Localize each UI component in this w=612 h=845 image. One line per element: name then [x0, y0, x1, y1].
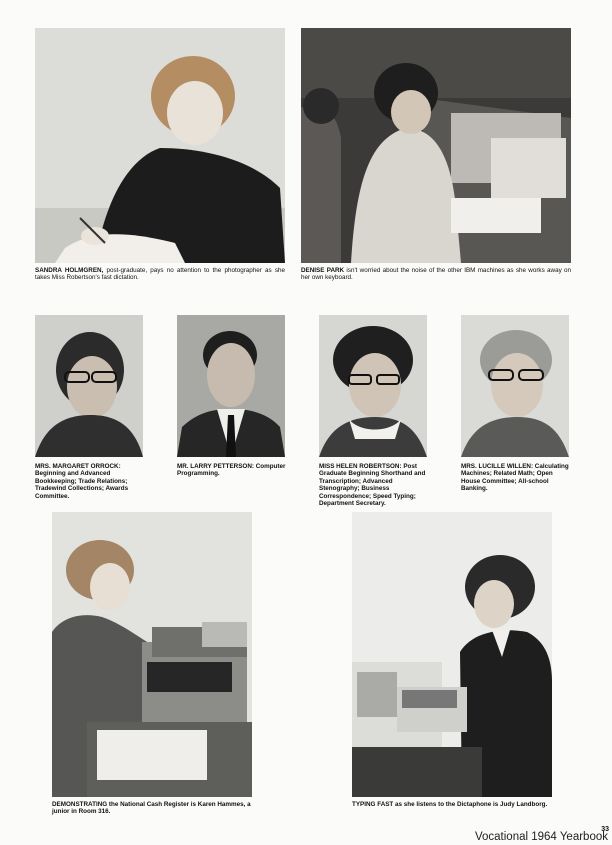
caption-sandra: SANDRA HOLMGREN, post-graduate, pays no attention to the photographer as she takes Miss Robertson's fast dictation. [35, 267, 286, 282]
page-number: 33 [601, 826, 609, 833]
caption-willen: MRS. LUCILLE WILLEN: Calculating Machines; Related Math; Open House Committee; All-school Banking. [461, 463, 569, 493]
caption-judy: TYPING FAST as she listens to the Dictaphone is Judy Landborg. [352, 801, 548, 808]
portrait-helen-robertson [319, 315, 427, 457]
caption-denise: DENISE PARK isn't worried about the noise of the other IBM machines as she works away on her own keyboard. [301, 267, 571, 282]
photo-sandra-holmgren [35, 28, 285, 263]
photo-denise-park [301, 28, 571, 263]
portrait-larry-petterson [177, 315, 285, 457]
portrait-lucille-willen [461, 315, 569, 457]
photo-judy-landborg [352, 512, 552, 797]
caption-petterson: MR. LARRY PETTERSON: Computer Programming. [177, 463, 286, 478]
yearbook-footer: Vocational 1964 Yearbook [474, 831, 608, 843]
photo-karen-hammes [52, 512, 252, 797]
caption-robertson: MISS HELEN ROBERTSON: Post Graduate Beginning Shorthand and Transcription; Advanced Stenography; Business Correspondence; Speed Typing; Department Secretary. [319, 463, 426, 508]
caption-orrock: MRS. MARGARET ORROCK: Beginning and Advanced Bookkeeping; Trade Relations; Tradewind Collections; Awards Committee. [35, 463, 129, 500]
portrait-margaret-orrock [35, 315, 143, 457]
caption-karen: DEMONSTRATING the National Cash Register is Karen Hammes, a junior in Room 316. [52, 801, 251, 816]
